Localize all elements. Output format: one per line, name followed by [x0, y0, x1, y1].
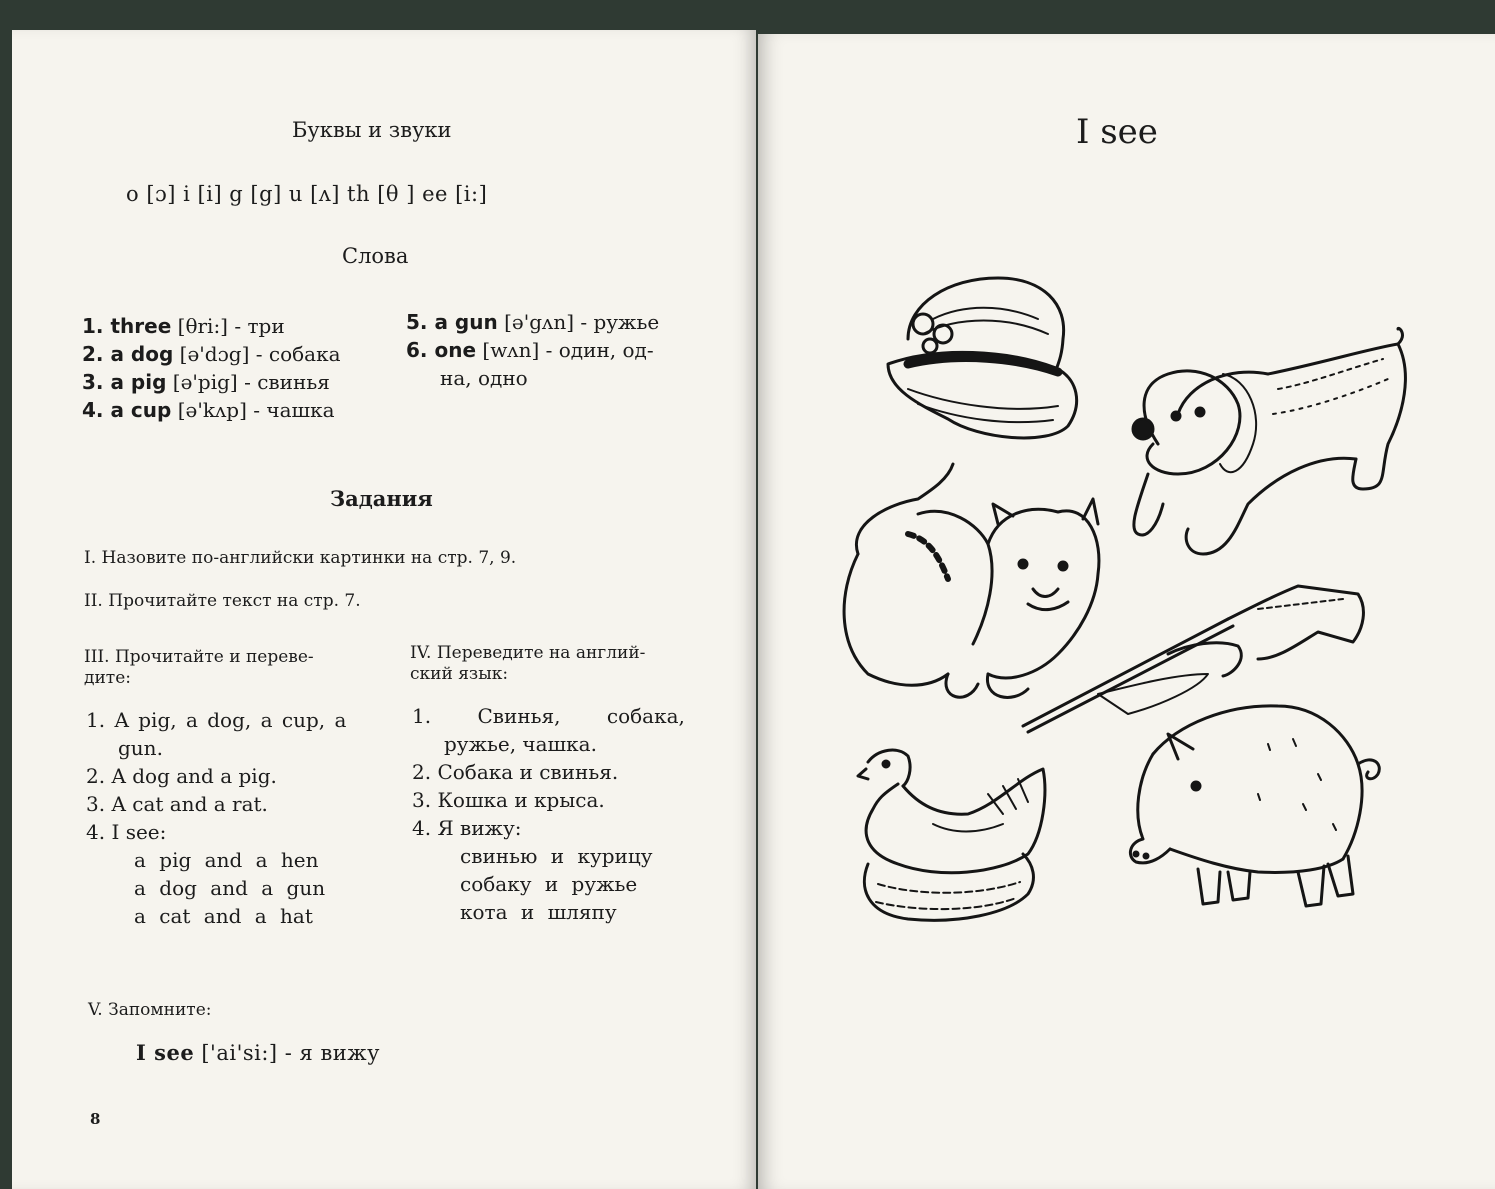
remember-phrase: I see ['ai'si:] - я вижу: [136, 1040, 380, 1065]
word-item-5: 5. a gun [ə'gʌn] - ружье: [406, 310, 660, 334]
task-4-line-1: IV. Переведите на англий-: [410, 643, 646, 663]
task-2: II. Прочитайте текст на стр. 7.: [84, 591, 361, 611]
list-item: a pig and a hen: [134, 848, 319, 872]
task-4-line-2: ский язык:: [410, 664, 509, 684]
list-item: свинью и курицу: [460, 844, 653, 868]
task-3-line-2: дите:: [84, 668, 131, 688]
list-item: собаку и ружье: [460, 872, 638, 896]
word-item-6: 6. one [wʌn] - один, од-: [406, 338, 654, 362]
dog-illustration: [1133, 328, 1405, 554]
word-item-6-continued: на, одно: [440, 366, 528, 390]
exercise-3-list: [86, 706, 386, 930]
right-page: [758, 34, 1495, 1189]
pig-illustration: [1130, 706, 1379, 906]
list-item: 3. Кошка и крыса.: [412, 788, 605, 812]
list-item: кота и шляпу: [460, 900, 617, 924]
tasks-heading: Задания: [330, 486, 433, 511]
list-item: gun.: [118, 736, 163, 760]
exercise-4-list: [412, 702, 692, 926]
gun-illustration: [1023, 586, 1363, 732]
list-item: 2. A dog and a pig.: [86, 764, 277, 788]
list-item: 1. Свинья, собака,: [412, 704, 685, 728]
task-5: V. Запомните:: [88, 1000, 212, 1020]
sounds-line: o [ɔ] i [i] g [g] u [ʌ] th [θ ] ee [i:]: [126, 182, 488, 206]
list-item: 2. Собака и свинья.: [412, 760, 619, 784]
illustrations: [758, 34, 1495, 1189]
hen-illustration: [858, 750, 1045, 920]
cat-illustration: [844, 464, 1099, 697]
word-item-1: 1. three [θri:] - три: [82, 314, 285, 338]
list-item: a cat and a hat: [134, 904, 313, 928]
left-page: [12, 30, 756, 1189]
hat-illustration: [888, 278, 1077, 438]
list-item: a dog and a gun: [134, 876, 326, 900]
list-item: 1. A pig, a dog, a cup, a: [86, 708, 347, 732]
page-title: I see: [1076, 112, 1158, 152]
words-heading: Слова: [342, 244, 409, 268]
word-item-2: 2. a dog [ə'dɔg] - собака: [82, 342, 341, 366]
word-item-3: 3. a pig [ə'pig] - свинья: [82, 370, 330, 394]
list-item: 4. Я вижу:: [412, 816, 522, 840]
page-number: 8: [90, 1110, 101, 1128]
list-item: 4. I see:: [86, 820, 167, 844]
list-item: 3. A cat and a rat.: [86, 792, 268, 816]
task-1: I. Назовите по-английски картинки на стр. 7, 9.: [84, 548, 517, 568]
section-title-letters-sounds: Буквы и звуки: [292, 118, 452, 142]
list-item: ружье, чашка.: [444, 732, 597, 756]
word-item-4: 4. a cup [ə'kʌp] - чашка: [82, 398, 335, 422]
task-3-line-1: III. Прочитайте и переве-: [84, 647, 314, 667]
